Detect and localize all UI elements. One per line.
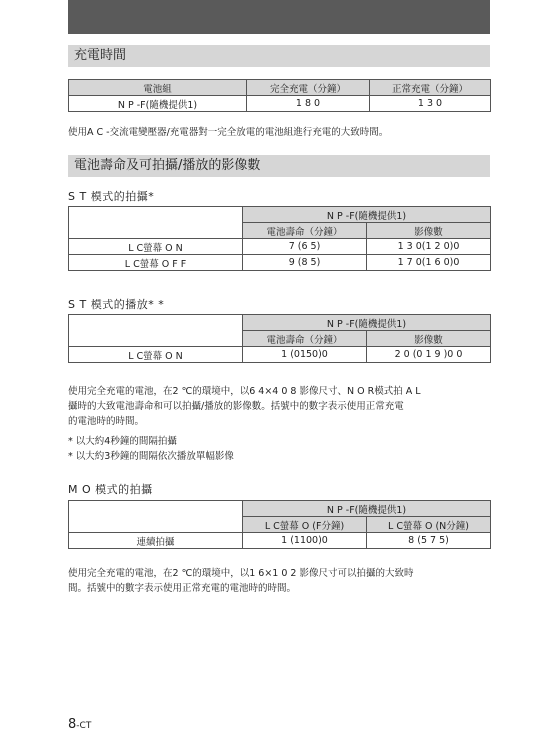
- page-number: [68, 717, 91, 732]
- header-battery-group: N P -F(隨機提供1): [243, 315, 491, 331]
- cell-battery-life: 7 (6 5): [243, 239, 367, 255]
- table-row: [69, 533, 491, 549]
- cell-image-count: 1 3 0(1 2 0)0: [367, 239, 491, 255]
- subheading-mo-recording: M O 模式的拍攝: [68, 483, 153, 496]
- mo-note: [68, 566, 508, 596]
- note-line: 攝時的大致電池壽命和可以拍攝/播放的影像數。括號中的數字表示使用正常充電: [68, 401, 404, 412]
- page-number-value: 8: [68, 717, 77, 732]
- table-header-row: [69, 501, 491, 517]
- section-heading-battery-life: 電池壽命及可拍攝/播放的影像數: [68, 155, 490, 177]
- subheading-st-playback: S T 模式的播放* *: [68, 298, 165, 311]
- table-row: [69, 96, 491, 112]
- header-normal-charge: 正常充電（分鐘）: [370, 80, 491, 96]
- table-header-row: [69, 80, 491, 96]
- table-header-row: [69, 315, 491, 331]
- header-battery-pack: 電池組: [69, 80, 247, 96]
- cell-image-count: 2 0 (0 1 9 )0 0: [367, 347, 491, 363]
- cell-lcd-setting: L C螢幕 O F F: [69, 255, 243, 271]
- cell-lcd-off-time: 1 (1100)0: [243, 533, 367, 549]
- cell-battery-model: N P -F(隨機提供1): [69, 96, 247, 112]
- cell-full-charge-time: 1 8 0: [247, 96, 370, 112]
- subheading-st-recording: S T 模式的拍攝*: [68, 190, 155, 203]
- mo-recording-table: [68, 500, 491, 549]
- cell-normal-charge-time: 1 3 0: [370, 96, 491, 112]
- cell-battery-life: 1 (0150)0: [243, 347, 367, 363]
- table-row: [69, 255, 491, 271]
- table-row: [69, 347, 491, 363]
- header-lcd-on: L C螢幕 O (N分鐘): [367, 517, 491, 533]
- st-recording-table: [68, 206, 491, 271]
- charging-time-table: [68, 79, 491, 112]
- table-header-row: [69, 207, 491, 223]
- footnote: * 以大約4秒鐘的間隔拍攝: [68, 436, 177, 447]
- section-heading-charging-time: 充電時間: [68, 45, 490, 67]
- header-image-count: 影像數: [367, 331, 491, 347]
- empty-corner-cell: [69, 207, 243, 239]
- st-playback-table: [68, 314, 491, 363]
- header-battery-group: N P -F(隨機提供1): [243, 501, 491, 517]
- header-battery-group: N P -F(隨機提供1): [243, 207, 491, 223]
- empty-corner-cell: [69, 501, 243, 533]
- cell-battery-life: 9 (8 5): [243, 255, 367, 271]
- top-header-bar: [68, 0, 490, 34]
- footnotes: [68, 434, 508, 464]
- header-battery-life: 電池壽命（分鐘）: [243, 331, 367, 347]
- table-row: [69, 239, 491, 255]
- cell-lcd-on-time: 8 (5 7 5): [367, 533, 491, 549]
- empty-corner-cell: [69, 315, 243, 347]
- note-line: 使用完全充電的電池，在2 ℃的環境中，以6 4×4 0 8 影像尺寸、N O R模式拍 A L: [68, 386, 421, 397]
- note-line: 使用完全充電的電池，在2 ℃的環境中，以1 6×1 0 2 影像尺寸可以拍攝的大致時: [68, 568, 414, 579]
- note-line: 的電池時的時間。: [68, 416, 145, 427]
- header-lcd-off: L C螢幕 O (F分鐘): [243, 517, 367, 533]
- cell-lcd-setting: L C螢幕 O N: [69, 347, 243, 363]
- charging-note: 使用A C -交流電變壓器/充電器對一完全放電的電池組進行充電的大致時間。: [68, 127, 389, 138]
- header-battery-life: 電池壽命（分鐘）: [243, 223, 367, 239]
- note-line: 間。括號中的數字表示使用正常充電的電池時的時間。: [68, 583, 297, 594]
- page-number-suffix: -CT: [76, 721, 92, 731]
- footnote: * 以大約3秒鐘的間隔依次播放單幅影像: [68, 451, 234, 462]
- cell-lcd-setting: L C螢幕 O N: [69, 239, 243, 255]
- header-full-charge: 完全充電（分鐘）: [247, 80, 370, 96]
- cell-image-count: 1 7 0(1 6 0)0: [367, 255, 491, 271]
- header-image-count: 影像數: [367, 223, 491, 239]
- cell-mode: 連續拍攝: [69, 533, 243, 549]
- battery-life-note: [68, 384, 508, 429]
